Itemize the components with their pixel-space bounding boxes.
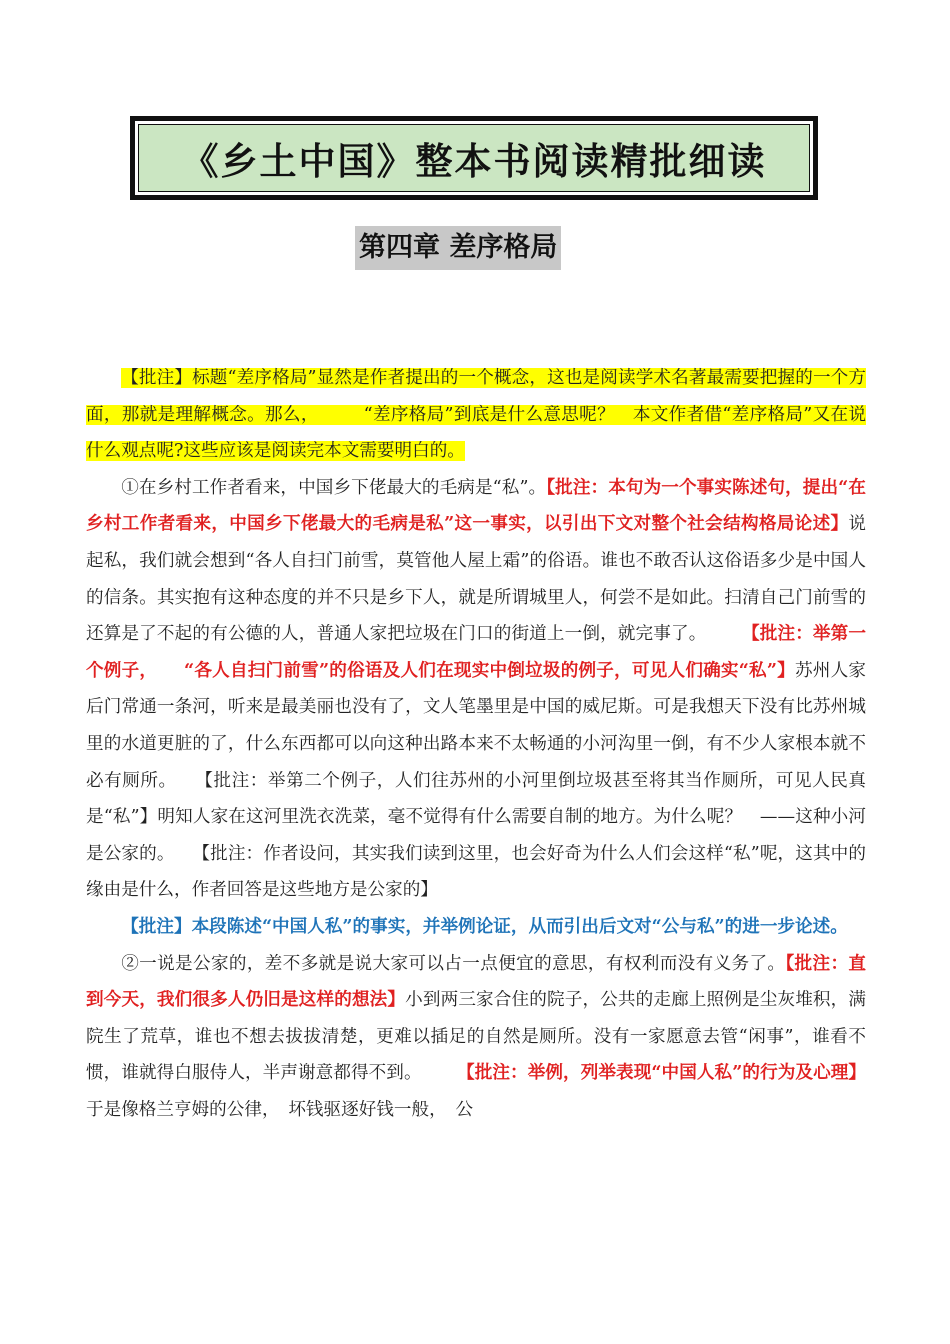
paragraph-2 [86,946,866,1129]
intro-note-paragraph [86,360,866,470]
book-title: 《乡土中国》整本书阅读精批细读 [138,124,810,192]
p2-text-c: 于是像格兰亨姆的公律， 坏钱驱逐好钱一般， 公 [86,1099,474,1120]
p2-text-b: 小到两三家合住的院子，公共的走廊上照例是尘灰堆积，满院生了荒草，谁也不想去拔拔清楚，更难以插足的自然是厕所。没有一家愿意去管“闲事”，谁看不惯，谁就得白服侍人，半声谢意都得不到。 [86,990,866,1084]
intro-annotation: 【批注】标题“差序格局”显然是作者提出的一个概念，这也是阅读学术名著最需要把握的一个方面，那就是理解概念。那么， “差序格局”到底是什么意思呢？ 本文作者借“差序格局”又在说什么观点呢?这些应该是阅读完本文需要明白的。 [86,368,866,462]
p2-text-a: ②一说是公家的，差不多就是说大家可以占一点便宜的意思，有权利而没有义务了。 [121,953,786,974]
article-body [86,360,866,1128]
p1-summary-annotation: 【批注】本段陈述“中国人私”的事实，并举例论证，从而引出后文对“公与私”的进一步论述。 [121,915,848,937]
p1-text-a: ①在乡村工作者看来，中国乡下佬最大的毛病是“私”。 [121,477,547,498]
book-title-frame [130,116,818,200]
paragraph-1-summary [86,909,866,946]
p1-text-c: 苏州人家后门常通一条河，听来是最美丽也没有了，文人笔墨里是中国的威尼斯。可是我想天下没有比苏州城里的水道更脏的了，什么东西都可以向这种出路本来不太畅通的小河沟里一倒，有不少人家根本就不必有厕所。 【批注：举第二个例子，人们往苏州的小河里倒垃圾甚至将其当作厕所，可见人民真是“私”】明知人家在这河里洗衣洗菜，毫不觉得有什么需要自制的地方。为什么呢？ ——这种小河是公家的。 【批注：作者设问，其实我们读到这里，也会好奇为什么人们会这样“私”呢，这其中的缘由是什么，作者回答是这些地方是公家的】 [86,660,866,901]
p1-annotation-a: 【批注：本句为一个事实陈述句，提出“在乡村工作者看来，中国乡下佬最大的毛病是私”这一事实，以引出下文对整个社会结构格局论述】 [86,476,866,535]
p1-annotation-b: 【批注：举第一个例子， “各人自扫门前雪”的俗语及人们在现实中倒垃圾的例子，可见人们确实“私”】 [86,623,866,681]
p2-annotation-b: 【批注：举例，列举表现“中国人私”的行为及心理】 [465,1062,866,1084]
p2-annotation-a: 【批注：直到今天，我们很多人仍旧是这样的想法】 [86,952,866,1011]
chapter-title: 第四章 差序格局 [355,226,561,270]
paragraph-1 [86,470,866,909]
p1-text-b: 说起私，我们就会想到“各人自扫门前雪，莫管他人屋上霜”的俗语。谁也不敢否认这俗语多少是中国人的信条。其实抱有这种态度的并不只是乡下人，就是所谓城里人，何尝不是如此。扫清自己门前雪的还算是了不起的有公德的人，普通人家把垃圾在门口的街道上一倒，就完事了。 [86,514,866,645]
